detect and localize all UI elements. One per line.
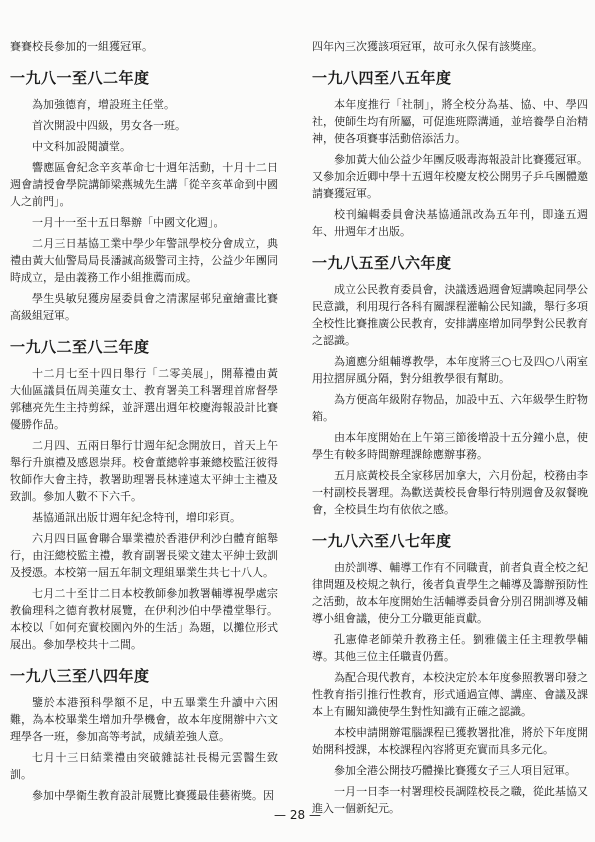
para: 為加強德育，增設班主任堂。 (32, 98, 175, 111)
left-column (10, 38, 278, 808)
para: 響應區會紀念辛亥革命七十週年活動，十月十二日週會請授會學院講師梁燕城先生講「從辛亥革命到中國人之前門」。 (10, 161, 278, 208)
section-title-1982: 一九八二至八三年度 (10, 338, 150, 356)
para: 為配合現代教育，本校決定於本年度參照教署印發之性教育指引推行性教育，形式通過宣傳、講座、會議及課本上有關知識使學生對性知識有正確之認識。 (312, 671, 588, 718)
para: 首次開設中四級，男女各一班。 (32, 119, 186, 132)
para: 基協通訊出版廿週年紀念特刊，增印彩頁。 (32, 511, 241, 524)
para: 七月十三日結業禮由突破雜誌社長楊元雲醫生致訓。 (10, 751, 278, 781)
section-title-1983: 一九八三至八四年度 (10, 667, 150, 685)
para: 七月二十至廿二日本校教師參加教署輔導視學處宗教倫理科之德育教材展覽，在伊利沙伯中學禮堂舉行。本校以「如何充實校園內外的生活」為題，以攤位形式展出。參加學校共十二間。 (10, 587, 278, 651)
para: 本校申請開辦電腦課程已獲教署批准，將於下年度開始開科授課，本校課程內容將更充實而具多元化。 (312, 726, 588, 756)
para: 校刊編輯委員會決基協通訊改為五年刊，即逢五週年、卅週年才出版。 (312, 208, 588, 238)
para: 一月十一至十五日舉辦「中國文化週」。 (32, 216, 225, 229)
para: 參加中學衛生教育設計展覽比賽獲最佳藝術獎。因 (32, 789, 274, 802)
section-title-1984: 一九八四至八五年度 (312, 69, 452, 87)
section-title-1986: 一九八六至八七年度 (312, 532, 452, 550)
right-lead-text: 四年內三次獲該項冠軍，故可永久保有該獎座。 (312, 40, 543, 53)
para: 孔憲偉老師榮升教務主任。劉雅儀主任主理教學輔導。其他三位主任職責仍舊。 (312, 633, 588, 663)
para: 六月四日區會聯合畢業禮於香港伊利沙白體育館舉行，由汪總校監主禮，教育副署長梁文建太平紳士致訓及授憑。本校第一屆五年制文理組畢業生共七十八人。 (10, 532, 278, 579)
section-title-1981: 一九八一至八二年度 (10, 69, 150, 87)
para: 一月一日李一村署理校長調陞校長之職，從此基協又進入一個新紀元。 (312, 785, 588, 815)
para: 參加全港公開技巧體操比賽獲女子三人項目冠軍。 (334, 764, 576, 777)
para: 成立公民教育委員會，決議透過週會短講喚起同學公民意識，利用現行各科有關課程灌輸公民知識，舉行多項全校性比賽推廣公民教育，安排講座增加同學對公民教育之認識。 (312, 283, 588, 347)
para: 二月四、五兩日舉行廿週年紀念開放日，首天上午舉行升旗禮及感恩崇拜。校會董總幹事兼總校監汪彼得牧師作大會主持，教署助理署長林達遠太平紳士主禮及致訓。參加人數不下六千。 (10, 439, 278, 503)
para: 鑒於本港預科學額不足，中五畢業生升讀中六困難，為本校畢業生增加升學機會，故本年度開辦中六文理學各一班，參加高等考試，成績差強人意。 (10, 696, 278, 743)
para: 五月底黃校長全家移居加拿大，六月份起，校務由李一村副校長署理。為歡送黃校長會舉行特別週會及叙餐晚會，全校員生均有依依之感。 (312, 469, 588, 516)
para: 學生吳敏兒獲房屋委員會之清潔屋邨兒童繪畫比賽高級組冠軍。 (10, 292, 278, 322)
page-number: — 28 — (274, 808, 321, 822)
section-title-1985: 一九八五至八六年度 (312, 254, 452, 272)
right-column (312, 38, 588, 821)
para: 參加黃大仙公益少年團反吸毒海報設計比賽獲冠軍。又參加余近卿中學十五週年校慶友校公開男子乒乓團體邀請賽獲冠軍。 (312, 153, 588, 200)
para: 為方便高年級附存物品，加設中五、六年級學生貯物箱。 (312, 393, 588, 423)
para: 由於訓導、輔導工作有不同職責，前者負責全校之紀律問題及校規之執行，後者負責學生之輔導及籌辦預防性之活動，故本年度開始生活輔導委員會分別召開訓導及輔導小組會議，使分工分職更能貢獻。 (312, 561, 588, 625)
para: 為適應分組輔導教學，本年度將三○七及四○八兩室用拉摺屏風分隔，對分組教學很有幫助。 (312, 355, 588, 385)
para: 本年度推行「社制」，將全校分為基、協、中、學四社，使師生均有所屬，可促進班際溝通，並培養學自治精神，使各項賽事活動倍添活力。 (312, 98, 588, 145)
para: 二月三日基協工業中學少年警訊學校分會成立，典禮由黃大仙警局局長潘誠高級警司主持，公益少年團同時成立，是由義務工作小組推薦而成。 (10, 237, 278, 284)
left-lead-text: 賽賽校長參加的一組獲冠軍。 (10, 40, 153, 53)
para: 由本年度開始在上午第三節後增設十五分鐘小息，使學生有較多時間辦理課餘應辦事務。 (312, 431, 588, 461)
para: 十二月七至十四日舉行「二零美展」，開幕禮由黃大仙區議員伍周美蓮女士、教育署美工科署理首席督學郭穗亮先生主持剪綵，並評選出週年校慶海報設計比賽優勝作品。 (10, 367, 278, 431)
para: 中文科加設閱讀堂。 (32, 140, 131, 153)
